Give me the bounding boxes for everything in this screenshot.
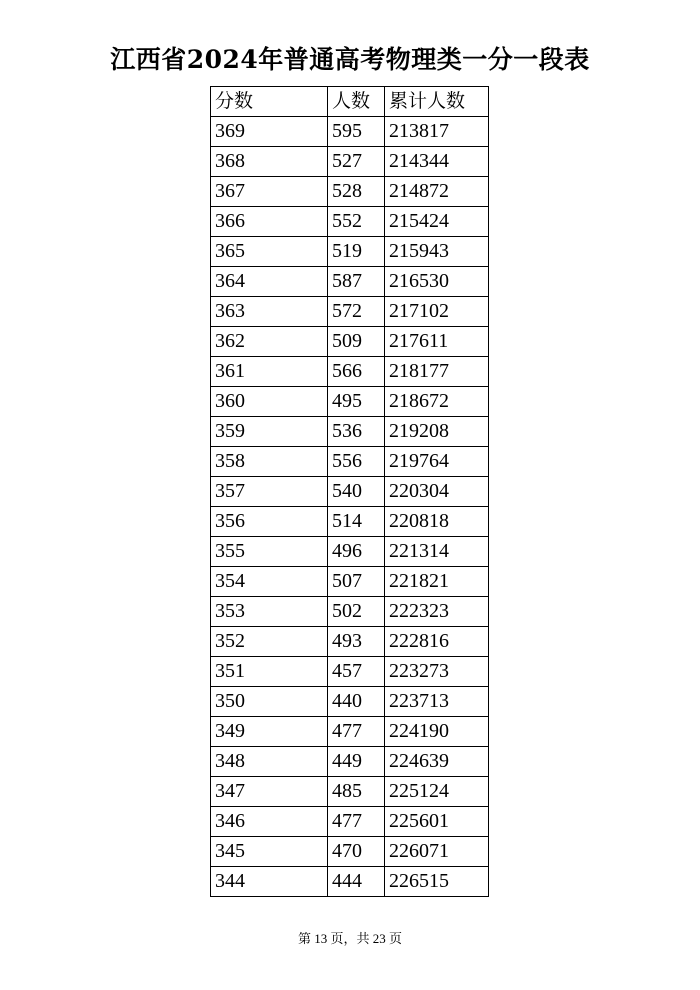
table-row (211, 417, 489, 447)
count-cell: 540 (328, 477, 385, 507)
cumulative-count-cell: 225601 (385, 807, 489, 837)
table-row (211, 477, 489, 507)
score-cell: 354 (211, 567, 328, 597)
cumulative-count-cell: 222816 (385, 627, 489, 657)
table-row (211, 837, 489, 867)
cumulative-count-cell: 224190 (385, 717, 489, 747)
table-row (211, 627, 489, 657)
count-cell: 477 (328, 807, 385, 837)
score-cell: 352 (211, 627, 328, 657)
score-cell: 364 (211, 267, 328, 297)
score-cell: 353 (211, 597, 328, 627)
table-row (211, 687, 489, 717)
score-cell: 350 (211, 687, 328, 717)
score-cell: 357 (211, 477, 328, 507)
table-row (211, 747, 489, 777)
count-cell: 440 (328, 687, 385, 717)
score-cell: 366 (211, 207, 328, 237)
page-footer: 第 13 页，共 23 页 (297, 931, 402, 946)
count-cell: 519 (328, 237, 385, 267)
score-cell: 358 (211, 447, 328, 477)
score-cell: 368 (211, 147, 328, 177)
table-row (211, 117, 489, 147)
score-cell: 355 (211, 537, 328, 567)
cumulative-count-cell: 221821 (385, 567, 489, 597)
count-cell: 507 (328, 567, 385, 597)
score-cell: 347 (211, 777, 328, 807)
page-title: 江西省2024年普通高考物理类一分一段表 (110, 45, 590, 74)
header-cumulative: 累计人数 (385, 87, 489, 117)
count-cell: 514 (328, 507, 385, 537)
cumulative-count-cell: 218177 (385, 357, 489, 387)
count-cell: 502 (328, 597, 385, 627)
score-cell: 363 (211, 297, 328, 327)
table-row (211, 267, 489, 297)
table-row (211, 147, 489, 177)
count-cell: 495 (328, 387, 385, 417)
score-cell: 345 (211, 837, 328, 867)
table-body (211, 117, 489, 897)
cumulative-count-cell: 219764 (385, 447, 489, 477)
cumulative-count-cell: 220818 (385, 507, 489, 537)
table-row (211, 657, 489, 687)
score-cell: 362 (211, 327, 328, 357)
cumulative-count-cell: 226071 (385, 837, 489, 867)
cumulative-count-cell: 214872 (385, 177, 489, 207)
cumulative-count-cell: 213817 (385, 117, 489, 147)
table-row (211, 447, 489, 477)
table-row (211, 177, 489, 207)
score-cell: 360 (211, 387, 328, 417)
count-cell: 470 (328, 837, 385, 867)
cumulative-count-cell: 217102 (385, 297, 489, 327)
cumulative-count-cell: 219208 (385, 417, 489, 447)
table-row (211, 807, 489, 837)
header-score: 分数 (211, 87, 328, 117)
score-cell: 369 (211, 117, 328, 147)
table-row (211, 597, 489, 627)
count-cell: 595 (328, 117, 385, 147)
table-row (211, 507, 489, 537)
count-cell: 444 (328, 867, 385, 897)
cumulative-count-cell: 214344 (385, 147, 489, 177)
score-cell: 349 (211, 717, 328, 747)
cumulative-count-cell: 222323 (385, 597, 489, 627)
table-row (211, 777, 489, 807)
score-cell: 348 (211, 747, 328, 777)
score-cell: 346 (211, 807, 328, 837)
count-cell: 449 (328, 747, 385, 777)
cumulative-count-cell: 226515 (385, 867, 489, 897)
cumulative-count-cell: 225124 (385, 777, 489, 807)
cumulative-count-cell: 220304 (385, 477, 489, 507)
count-cell: 457 (328, 657, 385, 687)
count-cell: 477 (328, 717, 385, 747)
score-cell: 365 (211, 237, 328, 267)
table-row (211, 717, 489, 747)
table-row (211, 537, 489, 567)
cumulative-count-cell: 223713 (385, 687, 489, 717)
table-row (211, 327, 489, 357)
score-cell: 367 (211, 177, 328, 207)
score-cell: 356 (211, 507, 328, 537)
count-cell: 566 (328, 357, 385, 387)
cumulative-count-cell: 224639 (385, 747, 489, 777)
count-cell: 556 (328, 447, 385, 477)
score-cell: 344 (211, 867, 328, 897)
count-cell: 528 (328, 177, 385, 207)
table-row (211, 357, 489, 387)
cumulative-count-cell: 216530 (385, 267, 489, 297)
score-cell: 351 (211, 657, 328, 687)
count-cell: 485 (328, 777, 385, 807)
table-row (211, 387, 489, 417)
count-cell: 572 (328, 297, 385, 327)
table-row (211, 237, 489, 267)
cumulative-count-cell: 218672 (385, 387, 489, 417)
count-cell: 552 (328, 207, 385, 237)
count-cell: 496 (328, 537, 385, 567)
count-cell: 493 (328, 627, 385, 657)
score-distribution-table (210, 86, 489, 897)
score-cell: 359 (211, 417, 328, 447)
count-cell: 536 (328, 417, 385, 447)
table-row (211, 297, 489, 327)
table-row (211, 567, 489, 597)
cumulative-count-cell: 215424 (385, 207, 489, 237)
count-cell: 527 (328, 147, 385, 177)
table-row (211, 867, 489, 897)
cumulative-count-cell: 223273 (385, 657, 489, 687)
cumulative-count-cell: 215943 (385, 237, 489, 267)
cumulative-count-cell: 221314 (385, 537, 489, 567)
table-header-row (211, 87, 489, 117)
count-cell: 587 (328, 267, 385, 297)
header-count: 人数 (328, 87, 385, 117)
cumulative-count-cell: 217611 (385, 327, 489, 357)
table-row (211, 207, 489, 237)
score-cell: 361 (211, 357, 328, 387)
count-cell: 509 (328, 327, 385, 357)
